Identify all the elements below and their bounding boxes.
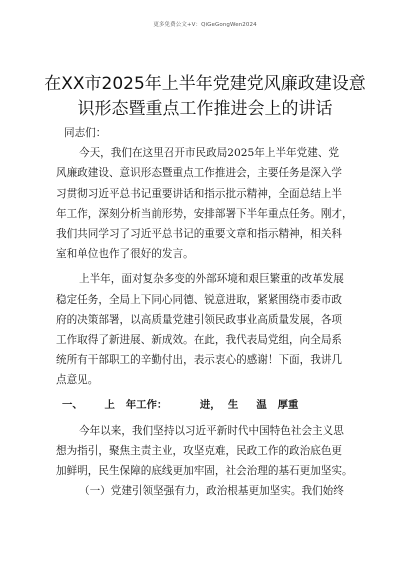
paragraph-line: 工作取得了新进展、新成效。在此，我代表局党组，向全局系 bbox=[56, 333, 343, 346]
paragraph-summary bbox=[56, 421, 360, 482]
paragraph-line: 府的决策部署，以高质量党建引领民政事业高质量发展，各项 bbox=[56, 313, 343, 326]
paragraph-line: 今年以来，我们坚持以习近平新时代中国特色社会主义思 bbox=[79, 424, 344, 437]
paragraph-line: 加鲜明，民生保障的底线更加牢固，社会治理的基石更加坚实。 bbox=[56, 465, 353, 477]
paragraph-line: （一）党建引领坚强有力，政治根基更加坚实。我们始终 bbox=[79, 485, 344, 498]
document-title-line-1: 在XX市2025年上半年党建党风廉政建设意 bbox=[44, 74, 366, 94]
paragraph-line: 想为指引，聚焦主责主业，攻坚克难，民政工作的政治底色更 bbox=[56, 444, 343, 457]
paragraph-line: 风廉政建设、意识形态暨重点工作推进会，主要任务是深入学 bbox=[56, 167, 343, 180]
paragraph-line: 今天，我们在这里召开市民政局2025年上半年党建、党 bbox=[79, 147, 340, 160]
paragraph-line: 室和单位也作了很好的发言。 bbox=[56, 248, 194, 261]
paragraph-opening bbox=[56, 143, 360, 264]
paragraph-review bbox=[56, 269, 360, 390]
paragraph-subsection-one bbox=[56, 481, 360, 501]
paragraph-line: 统所有干部职工的辛勤付出，表示衷心的感谢！下面，我讲几 bbox=[56, 354, 343, 367]
paragraph-line: 我们共同学习了习近平总书记的重要文章和指示精神，相关科 bbox=[56, 227, 343, 240]
header-note: 更多免费公文+V：QiGeGongWen2024 bbox=[153, 22, 257, 28]
paragraph-line: 点意见。 bbox=[56, 374, 99, 387]
document-title bbox=[40, 72, 370, 122]
document-title-line-2: 识形态暨重点工作推进会上的讲话 bbox=[77, 99, 333, 119]
paragraph-line: 年工作，深刻分析当前形势，安排部署下半年重点任务。刚才， bbox=[56, 207, 353, 220]
salutation: 同志们： bbox=[64, 127, 107, 139]
section-heading-one: 一、 上 年工作： 进， 生 温 厚重 bbox=[62, 399, 299, 412]
document-body bbox=[56, 123, 360, 501]
paragraph-line: 稳定任务，全局上下同心同德、锐意进取，紧紧围绕市委市政 bbox=[56, 293, 343, 306]
paragraph-line: 习贯彻习近平总书记重要讲话和指示批示精神，全面总结上半 bbox=[56, 187, 343, 200]
paragraph-line: 上半年，面对复杂多变的外部环境和艰巨繁重的改革发展 bbox=[79, 273, 344, 286]
